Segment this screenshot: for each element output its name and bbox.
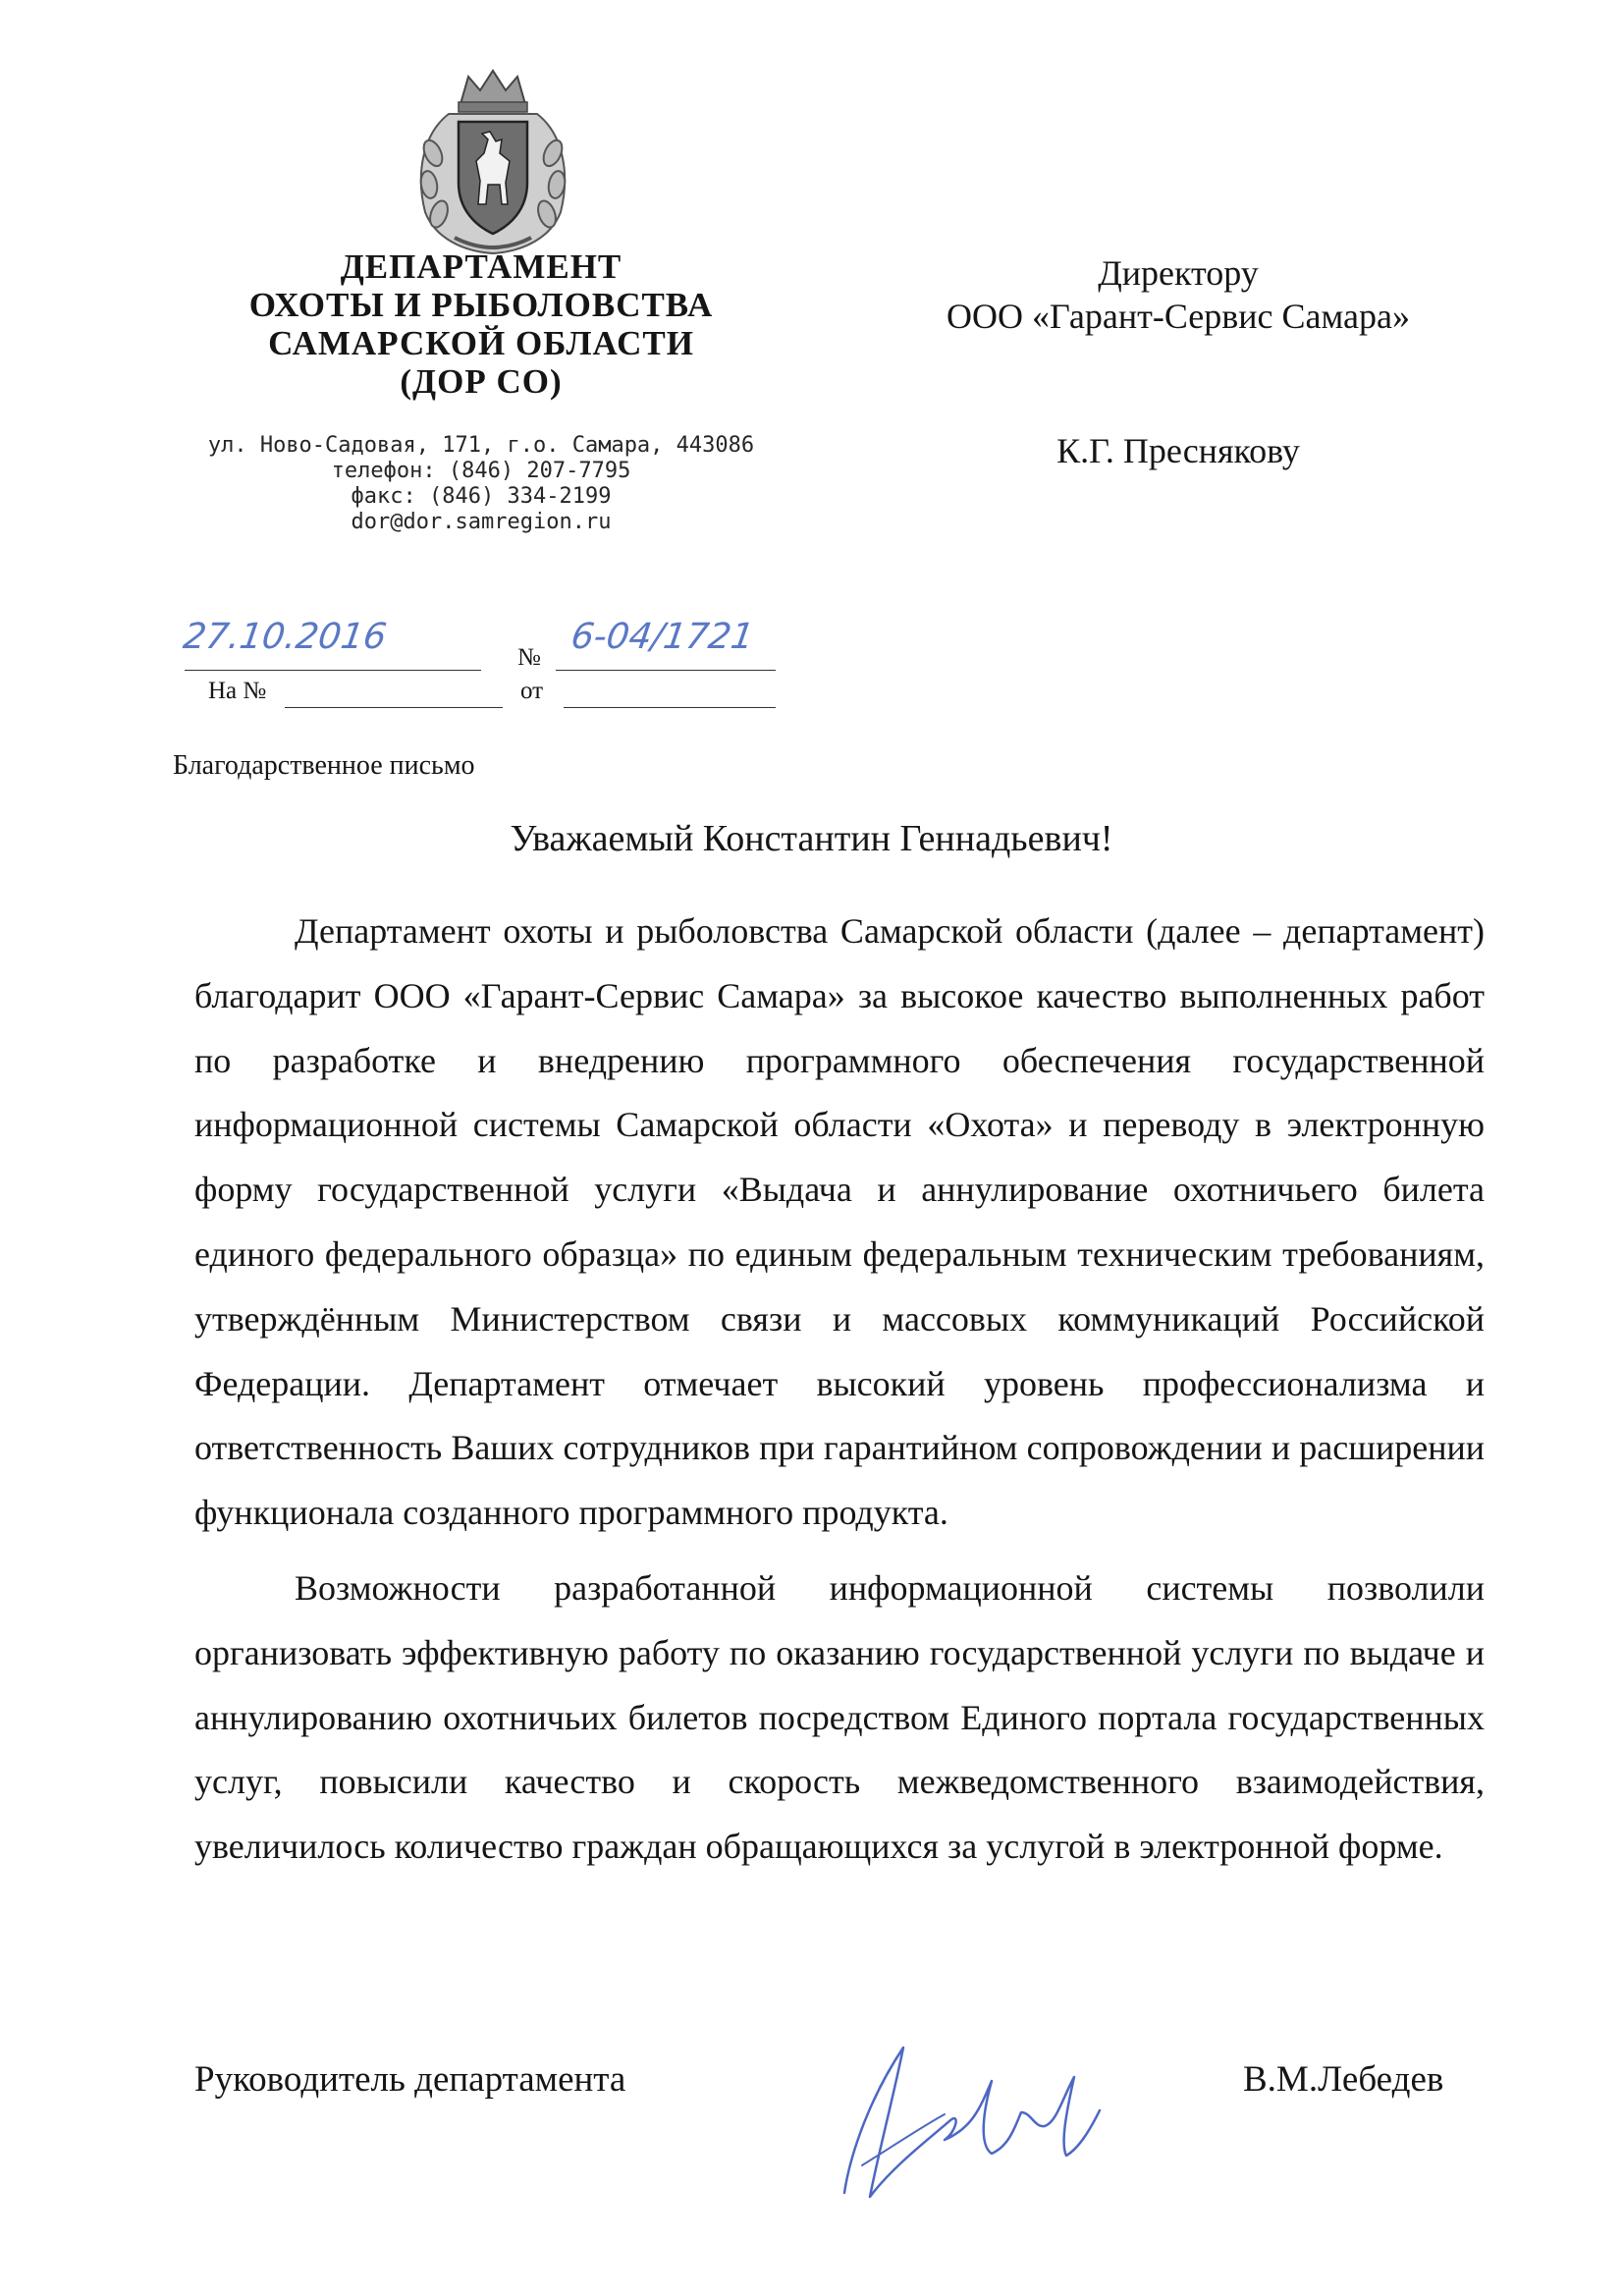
coat-of-arms-icon	[404, 65, 582, 257]
org-line-1: ДЕПАРТАМЕНТ	[340, 247, 622, 286]
org-fax: факс: (846) 334-2199	[351, 484, 612, 509]
body-paragraph-2: Возможности разработанной информационной системы позволили организовать эффективную работу по оказанию государственной услуги по выдаче и аннулированию охотничьих билетов посредством Единого портала государственных услуг, повысили качество и скорость межведомственного взаимодействия, увеличилось количество граждан обращающихся за услугой в электронной форме.	[194, 1567, 1485, 1867]
letter-body	[194, 900, 1485, 1880]
in-reply-line	[285, 707, 503, 708]
org-email: dor@dor.samregion.ru	[351, 510, 612, 534]
signatory-title: Руководитель департамента	[194, 2059, 626, 2100]
addressee-position: Директору	[1098, 253, 1259, 293]
signatory-name: В.М.Лебедев	[1243, 2059, 1444, 2100]
registration-date: 27.10.2016	[181, 617, 390, 657]
addressee-block	[884, 251, 1473, 338]
organization-name	[187, 247, 776, 401]
number-line	[556, 670, 776, 671]
body-paragraph-1: Департамент охоты и рыболовства Самарской области (далее – департамент) благодарит ООО «Гарант-Сервис Самара» за высокое качество выполненных работ по разработке и внедрению программного обеспечения государственной информационной системы Самарской области «Охота» и переводу в электронную форму государственной услуги «Выдача и аннулирование охотничьего билета единого федерального образца» по единым федеральным техническим требованиям, утверждённым Министерством связи и массовых коммуникаций Российской Федерации. Департамент отмечает высокий уровень профессионализма и ответственность Ваших сотрудников при гарантийном сопровождении и расширении функционала созданного программного продукта.	[194, 911, 1485, 1533]
from-line	[564, 707, 776, 708]
org-line-3: САМАРСКОЙ ОБЛАСТИ	[268, 324, 694, 362]
in-reply-label: На №	[208, 678, 267, 704]
registration-number: 6-04/1721	[568, 617, 757, 657]
date-line	[185, 670, 481, 671]
organization-contacts	[147, 433, 815, 535]
handwritten-signature	[835, 2018, 1119, 2214]
from-label: от	[520, 678, 544, 704]
number-label: №	[517, 644, 541, 671]
org-address: ул. Ново-Садовая, 171, г.о. Самара, 443086	[207, 433, 755, 458]
salutation: Уважаемый Константин Геннадьевич!	[510, 818, 1113, 859]
addressee-company: ООО «Гарант-Сервис Самара»	[946, 297, 1410, 336]
addressee-name: К.Г. Преснякову	[1056, 431, 1300, 470]
document-type: Благодарственное письмо	[173, 750, 475, 781]
org-line-2: ОХОТЫ И РЫБОЛОВСТВА	[248, 286, 714, 324]
org-line-4: (ДОР СО)	[400, 362, 563, 401]
org-phone: телефон: (846) 207-7795	[331, 459, 631, 483]
